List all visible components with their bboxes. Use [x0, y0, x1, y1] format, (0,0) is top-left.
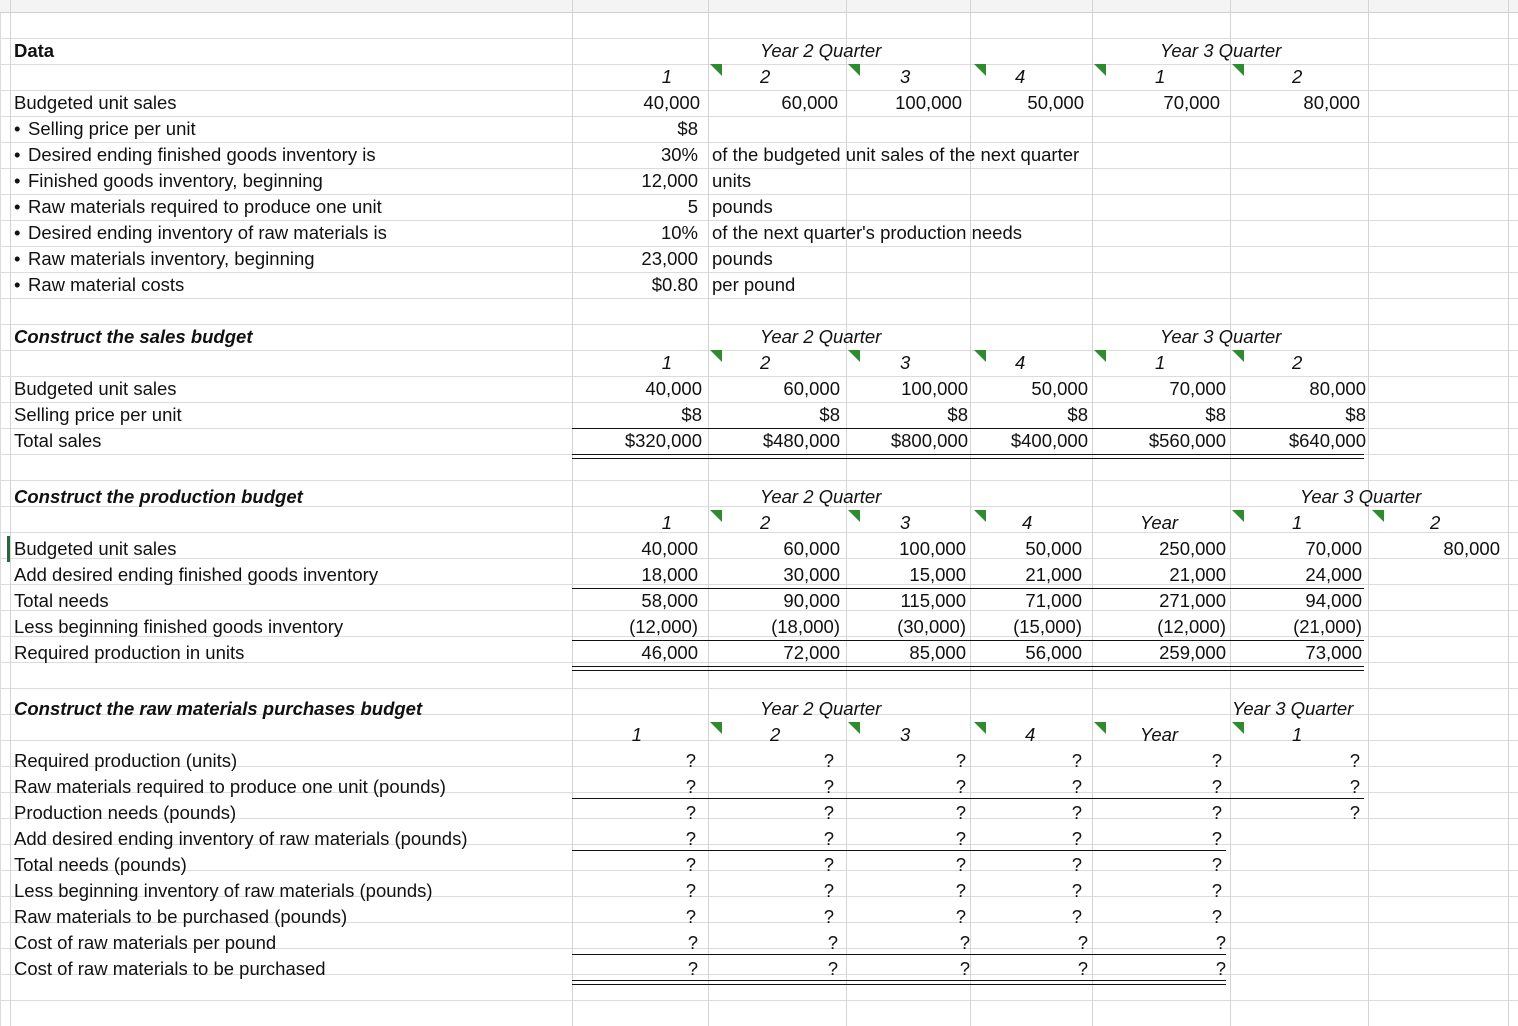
table-cell[interactable]: 18,000 — [641, 564, 698, 585]
column-gridline — [1230, 0, 1231, 1026]
row-label: Production needs (pounds) — [14, 802, 237, 823]
table-cell[interactable]: 100,000 — [901, 378, 968, 399]
table-cell-placeholder[interactable]: ? — [1211, 802, 1222, 823]
column-header: 3 — [900, 724, 911, 745]
bullet-icon: • — [14, 248, 21, 269]
error-indicator-icon[interactable] — [1094, 350, 1106, 362]
table-cell-placeholder[interactable]: ? — [685, 854, 696, 875]
param-note: of the next quarter's production needs — [712, 222, 1023, 243]
table-cell-placeholder[interactable]: ? — [1071, 750, 1082, 771]
column-gridline — [1368, 0, 1369, 1026]
param-label: Raw materials required to produce one unit — [28, 196, 382, 217]
header-year3-quarter: Year 3 Quarter — [1160, 40, 1282, 61]
table-cell-placeholder[interactable]: ? — [685, 802, 696, 823]
table-cell[interactable]: (15,000) — [1013, 616, 1082, 637]
table-cell-placeholder[interactable]: ? — [685, 828, 696, 849]
table-cell[interactable]: 90,000 — [783, 590, 840, 611]
param-label: Raw material costs — [28, 274, 185, 295]
header-year3-quarter: Year 3 Quarter — [1300, 486, 1422, 507]
error-indicator-icon[interactable] — [710, 350, 722, 362]
quarter-header: 1 — [1155, 66, 1166, 87]
quarter-header: 3 — [900, 352, 911, 373]
param-label: Raw materials inventory, beginning — [28, 248, 315, 269]
table-cell-placeholder[interactable]: ? — [955, 776, 966, 797]
bullet-icon: • — [14, 222, 21, 243]
bullet-icon: • — [14, 274, 21, 295]
underline — [572, 850, 1226, 851]
table-cell[interactable]: (21,000) — [1293, 616, 1362, 637]
section-title-data: Data — [14, 40, 55, 61]
column-header: 4 — [1025, 724, 1036, 745]
table-cell-placeholder[interactable]: ? — [823, 828, 834, 849]
error-indicator-icon[interactable] — [1232, 64, 1244, 76]
table-cell-placeholder[interactable]: ? — [685, 776, 696, 797]
quarter-header: 3 — [900, 66, 911, 87]
error-indicator-icon[interactable] — [710, 510, 722, 522]
table-cell-placeholder[interactable]: ? — [1215, 932, 1226, 953]
table-cell[interactable]: $800,000 — [890, 430, 968, 451]
table-cell[interactable]: (18,000) — [771, 616, 840, 637]
table-cell-placeholder[interactable]: ? — [1211, 776, 1222, 797]
column-header: 2 — [770, 724, 781, 745]
param-note: per pound — [712, 274, 796, 295]
header-year3-quarter: Year 3 Quarter — [1160, 326, 1282, 347]
table-cell[interactable]: 100,000 — [899, 538, 966, 559]
header-year2-quarter: Year 2 Quarter — [760, 698, 882, 719]
quarter-header: 1 — [661, 66, 672, 87]
total-underline — [572, 640, 1364, 641]
column-header: 4 — [1022, 512, 1033, 533]
quarter-header: 2 — [760, 352, 771, 373]
table-cell-placeholder[interactable]: ? — [955, 828, 966, 849]
table-cell-placeholder[interactable]: ? — [959, 932, 970, 953]
table-cell[interactable]: 80,000 — [1309, 378, 1366, 399]
error-indicator-icon[interactable] — [1232, 722, 1244, 734]
row-label: Raw materials to be purchased (pounds) — [14, 906, 348, 927]
table-cell[interactable]: 60,000 — [783, 538, 840, 559]
table-cell-placeholder[interactable]: ? — [1071, 906, 1082, 927]
error-indicator-icon[interactable] — [974, 510, 986, 522]
table-cell-placeholder[interactable]: ? — [823, 854, 834, 875]
row-label: Selling price per unit — [14, 404, 182, 425]
table-cell[interactable]: 70,000 — [1305, 538, 1362, 559]
table-cell[interactable]: $480,000 — [762, 430, 840, 451]
quarter-header: 1 — [1155, 352, 1166, 373]
table-cell[interactable]: $8 — [1067, 404, 1088, 425]
row-label: Budgeted unit sales — [14, 378, 177, 399]
column-header: 1 — [1292, 512, 1303, 533]
param-note — [712, 116, 1152, 142]
row-label: Less beginning finished goods inventory — [14, 616, 344, 637]
error-indicator-icon[interactable] — [1094, 64, 1106, 76]
table-cell[interactable]: $8 — [1205, 404, 1226, 425]
table-cell[interactable]: 40,000 — [645, 378, 702, 399]
table-cell[interactable]: 80,000 — [1443, 538, 1500, 559]
bullet-icon: • — [14, 196, 21, 217]
table-cell[interactable]: (30,000) — [897, 616, 966, 637]
table-cell[interactable]: 71,000 — [1025, 590, 1082, 611]
header-year2-quarter: Year 2 Quarter — [760, 40, 882, 61]
table-cell[interactable]: 85,000 — [909, 642, 966, 663]
row-label: Less beginning inventory of raw materials (pounds) — [14, 880, 433, 901]
table-cell[interactable]: 250,000 — [1159, 538, 1226, 559]
error-indicator-icon[interactable] — [848, 510, 860, 522]
table-cell-placeholder[interactable]: ? — [827, 932, 838, 953]
param-value[interactable]: 30% — [660, 144, 698, 165]
table-cell-placeholder[interactable]: ? — [827, 958, 838, 979]
column-header: 2 — [1430, 512, 1441, 533]
table-cell-placeholder[interactable]: ? — [1349, 776, 1360, 797]
table-cell-placeholder[interactable]: ? — [1077, 958, 1088, 979]
table-cell-placeholder[interactable]: ? — [1071, 776, 1082, 797]
total-underline — [572, 428, 1364, 429]
table-cell-placeholder[interactable]: ? — [823, 906, 834, 927]
table-cell-placeholder[interactable]: ? — [955, 750, 966, 771]
bullet-icon: • — [14, 118, 21, 139]
error-indicator-icon[interactable] — [974, 350, 986, 362]
table-cell-placeholder[interactable]: ? — [955, 906, 966, 927]
error-indicator-icon[interactable] — [848, 722, 860, 734]
table-cell-placeholder[interactable]: ? — [1071, 828, 1082, 849]
table-cell[interactable]: 30,000 — [783, 564, 840, 585]
table-cell[interactable]: 271,000 — [1159, 590, 1226, 611]
table-cell[interactable]: 60,000 — [781, 92, 838, 113]
error-indicator-icon[interactable] — [1094, 722, 1106, 734]
param-value[interactable]: 10% — [660, 222, 698, 243]
section-title-raw-materials-budget: Construct the raw materials purchases budget — [14, 698, 423, 719]
section-title-production-budget: Construct the production budget — [14, 486, 303, 507]
quarter-header: 4 — [1015, 66, 1026, 87]
param-label: Desired ending inventory of raw materials is — [28, 222, 387, 243]
column-gridline — [10, 0, 11, 1026]
param-value[interactable]: 12,000 — [641, 170, 698, 191]
table-cell[interactable]: 72,000 — [783, 642, 840, 663]
error-indicator-icon[interactable] — [974, 64, 986, 76]
quarter-header: 4 — [1015, 352, 1026, 373]
table-cell-placeholder[interactable]: ? — [685, 750, 696, 771]
table-cell[interactable]: $400,000 — [1010, 430, 1088, 451]
param-note: of the budgeted unit sales of the next quarter — [712, 144, 1080, 165]
table-cell[interactable]: 115,000 — [900, 590, 966, 611]
quarter-header: 2 — [760, 66, 771, 87]
column-header: Year — [1140, 512, 1179, 533]
table-cell-placeholder[interactable]: ? — [685, 906, 696, 927]
table-cell[interactable]: 50,000 — [1025, 538, 1082, 559]
table-cell[interactable]: $8 — [947, 404, 968, 425]
table-cell[interactable]: $640,000 — [1288, 430, 1366, 451]
table-cell[interactable]: 100,000 — [895, 92, 962, 113]
param-value[interactable]: 5 — [687, 196, 698, 217]
error-indicator-icon[interactable] — [1232, 510, 1244, 522]
column-header: 2 — [760, 512, 771, 533]
error-indicator-icon[interactable] — [1232, 350, 1244, 362]
header-year3-quarter: Year 3 Quarter — [1232, 698, 1354, 719]
error-indicator-icon[interactable] — [1372, 510, 1384, 522]
column-header: 3 — [900, 512, 911, 533]
table-cell-placeholder[interactable]: ? — [1077, 932, 1088, 953]
column-header: 1 — [661, 512, 672, 533]
table-cell-placeholder[interactable]: ? — [1211, 880, 1222, 901]
table-cell[interactable]: $8 — [681, 404, 702, 425]
table-cell-placeholder[interactable]: ? — [823, 750, 834, 771]
quarter-header: 1 — [661, 352, 672, 373]
table-cell-placeholder[interactable]: ? — [1349, 750, 1360, 771]
table-cell-placeholder[interactable]: ? — [823, 776, 834, 797]
underline — [572, 954, 1226, 955]
table-cell-placeholder[interactable]: ? — [685, 880, 696, 901]
table-cell[interactable]: 40,000 — [641, 538, 698, 559]
table-cell[interactable]: 40,000 — [643, 92, 700, 113]
row-label: Add desired ending finished goods inventory — [14, 564, 379, 585]
row-label: Raw materials required to produce one unit (pounds) — [14, 776, 446, 797]
table-cell[interactable]: 60,000 — [783, 378, 840, 399]
double-underline — [572, 454, 1364, 459]
row-label: Budgeted unit sales — [14, 538, 177, 559]
table-cell[interactable]: 70,000 — [1169, 378, 1226, 399]
table-cell-placeholder[interactable]: ? — [823, 802, 834, 823]
column-header: Year — [1140, 724, 1179, 745]
table-cell[interactable]: 259,000 — [1159, 642, 1226, 663]
row-label: Total sales — [14, 430, 102, 451]
table-cell[interactable]: 15,000 — [909, 564, 966, 585]
row-label: Cost of raw materials to be purchased — [14, 958, 326, 979]
table-cell[interactable]: 24,000 — [1305, 564, 1362, 585]
param-label: Selling price per unit — [28, 118, 196, 139]
table-cell[interactable]: 80,000 — [1303, 92, 1360, 113]
double-underline — [572, 666, 1364, 671]
error-indicator-icon[interactable] — [710, 64, 722, 76]
table-cell-placeholder[interactable]: ? — [1211, 828, 1222, 849]
table-cell-placeholder[interactable]: ? — [1071, 802, 1082, 823]
error-indicator-icon[interactable] — [710, 722, 722, 734]
column-header: 1 — [631, 724, 642, 745]
table-cell-placeholder[interactable]: ? — [1211, 750, 1222, 771]
table-cell-placeholder[interactable]: ? — [955, 854, 966, 875]
column-gridline — [1508, 0, 1509, 1026]
table-cell[interactable]: $8 — [1345, 404, 1366, 425]
column-header: 1 — [1292, 724, 1303, 745]
row-label: Add desired ending inventory of raw materials (pounds) — [14, 828, 468, 849]
underline — [572, 798, 1364, 799]
table-cell[interactable]: 50,000 — [1027, 92, 1084, 113]
bullet-icon: • — [14, 144, 21, 165]
table-cell-placeholder[interactable]: ? — [1211, 854, 1222, 875]
table-cell-placeholder[interactable]: ? — [687, 932, 698, 953]
row-label: Total needs — [14, 590, 109, 611]
table-cell[interactable]: $320,000 — [624, 430, 702, 451]
row-label: Cost of raw materials per pound — [14, 932, 277, 953]
table-cell[interactable]: 56,000 — [1025, 642, 1082, 663]
table-cell-placeholder[interactable]: ? — [959, 958, 970, 979]
param-note: pounds — [712, 196, 773, 217]
table-cell[interactable]: 94,000 — [1305, 590, 1362, 611]
header-year2-quarter: Year 2 Quarter — [760, 326, 882, 347]
quarter-header: 2 — [1292, 352, 1303, 373]
table-cell[interactable]: 21,000 — [1169, 564, 1226, 585]
param-value[interactable]: $0.80 — [651, 274, 698, 295]
table-cell-placeholder[interactable]: ? — [1071, 880, 1082, 901]
table-cell[interactable]: 21,000 — [1025, 564, 1082, 585]
bullet-icon: • — [14, 170, 21, 191]
table-cell[interactable]: 46,000 — [641, 642, 698, 663]
param-value[interactable]: $8 — [677, 118, 698, 139]
table-cell-placeholder[interactable]: ? — [955, 880, 966, 901]
table-cell[interactable]: 70,000 — [1163, 92, 1220, 113]
header-year2-quarter: Year 2 Quarter — [760, 486, 882, 507]
param-note: units — [712, 170, 752, 191]
table-cell-placeholder[interactable]: ? — [1211, 906, 1222, 927]
table-cell[interactable]: (12,000) — [629, 616, 698, 637]
table-cell[interactable]: $560,000 — [1148, 430, 1226, 451]
double-underline — [572, 980, 1226, 985]
subtotal-underline — [572, 588, 1364, 589]
param-label: Desired ending finished goods inventory is — [28, 144, 376, 165]
row-label-budgeted-unit-sales: Budgeted unit sales — [14, 92, 177, 113]
section-title-sales-budget: Construct the sales budget — [14, 326, 253, 347]
selected-cell-indicator — [7, 536, 10, 562]
table-cell[interactable]: 50,000 — [1031, 378, 1088, 399]
table-cell[interactable]: (12,000) — [1157, 616, 1226, 637]
table-cell-placeholder[interactable]: ? — [1349, 802, 1360, 823]
table-cell-placeholder[interactable]: ? — [687, 958, 698, 979]
error-indicator-icon[interactable] — [848, 64, 860, 76]
param-label: Finished goods inventory, beginning — [28, 170, 323, 191]
row-label: Required production (units) — [14, 750, 238, 771]
param-value[interactable]: 23,000 — [641, 248, 698, 269]
error-indicator-icon[interactable] — [848, 350, 860, 362]
table-cell-placeholder[interactable]: ? — [1071, 854, 1082, 875]
table-cell-placeholder[interactable]: ? — [955, 802, 966, 823]
table-cell-placeholder[interactable]: ? — [1215, 958, 1226, 979]
row-label: Required production in units — [14, 642, 245, 663]
table-cell[interactable]: 73,000 — [1305, 642, 1362, 663]
column-header-strip — [0, 0, 1518, 13]
table-cell[interactable]: 58,000 — [641, 590, 698, 611]
param-note: pounds — [712, 248, 773, 269]
table-cell[interactable]: $8 — [819, 404, 840, 425]
quarter-header: 2 — [1292, 66, 1303, 87]
row-label: Total needs (pounds) — [14, 854, 187, 875]
table-cell-placeholder[interactable]: ? — [823, 880, 834, 901]
error-indicator-icon[interactable] — [974, 722, 986, 734]
